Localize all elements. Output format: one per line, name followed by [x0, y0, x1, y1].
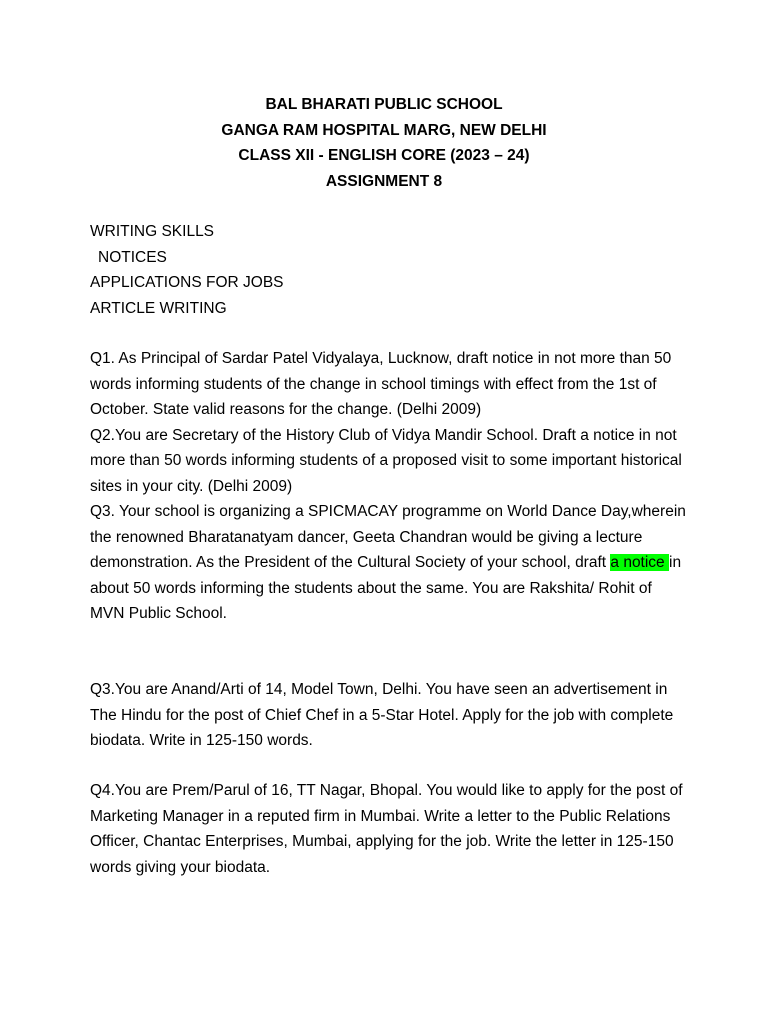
class-subject: CLASS XII - ENGLISH CORE (2023 – 24) [238, 147, 530, 164]
topic-notices: NOTICES [98, 248, 167, 266]
question-q4: Q4.You are Prem/Parul of 16, TT Nagar, Bhopal. You would like to apply for the post of Marketing Manager in a reputed firm in Mumbai. Write a letter to the Public Relations Officer, Chantac Enterprises, Mumbai, applying for the job. Write the letter in 125-150 words giving your biodata. [90, 782, 683, 876]
question-q2: Q2.You are Secretary of the History Club of Vidya Mandir School. Draft a notice in not more than 50 words informing students of a proposed visit to some important historical sites in your city. (Delhi 2009) [90, 426, 682, 495]
question-q3-notice [90, 499, 690, 627]
topic-list [90, 219, 690, 321]
document-header [0, 92, 768, 194]
question-q3-application: Q3.You are Anand/Arti of 14, Model Town, Delhi. You have seen an advertisement in The Hindu for the post of Chief Chef in a 5-Star Hotel. Apply for the job with complete biodata. Write in 125-150 words. [90, 681, 674, 749]
highlighted-text: a notice [610, 554, 669, 571]
topic-applications: APPLICATIONS FOR JOBS [90, 274, 284, 291]
topic-article-writing: ARTICLE WRITING [90, 299, 227, 317]
topic-writing-skills: WRITING SKILLS [90, 223, 215, 240]
q3-text-before: Q3. Your school is organizing a SPICMACAY programme on World Dance Day,wherein the renowned Bharatanatyam dancer, Geeta Chandran would be giving a lecture demonstration. As the President of the Cultural Society of your school, draft [90, 503, 686, 571]
question-block-application [90, 677, 690, 754]
question-block-q4 [90, 778, 690, 880]
question-q1: Q1. As Principal of Sardar Patel Vidyalaya, Lucknow, draft notice in not more than 50 words informing students of the change in school timings with effect from the 1st of October. State valid reasons for the change. (Delhi 2009) [90, 350, 672, 418]
school-address: GANGA RAM HOSPITAL MARG, NEW DELHI [221, 121, 547, 139]
q3-text-after: in about 50 words informing the students about the same. You are Rakshita/ Rohit of MVN Public School. [90, 554, 682, 622]
school-name: BAL BHARATI PUBLIC SCHOOL [265, 96, 503, 113]
assignment-title: ASSIGNMENT 8 [325, 172, 443, 190]
question-block-notices [90, 346, 690, 627]
